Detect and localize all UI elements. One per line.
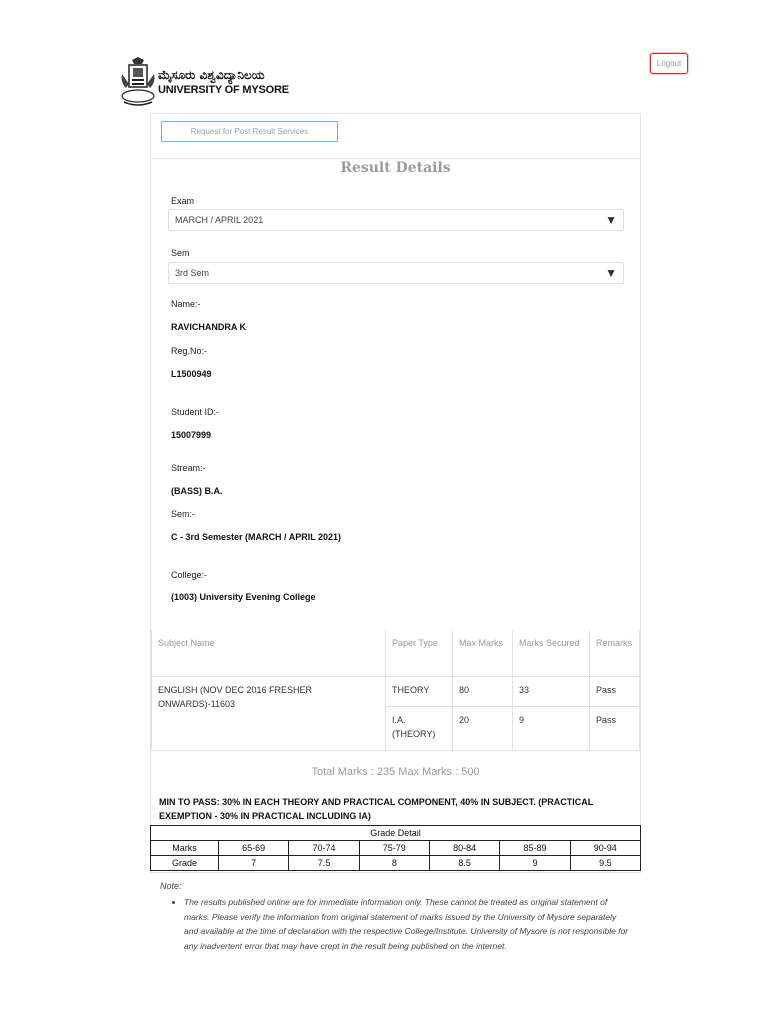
dropdown-arrow-icon: ▼ xyxy=(605,266,617,280)
grade-cell: 7.5 xyxy=(289,856,359,871)
stream-label: Stream:- xyxy=(171,463,206,473)
max-marks-cell: 80 xyxy=(453,676,513,706)
grade-cell: 9.5 xyxy=(570,856,640,871)
note-list xyxy=(172,895,632,953)
remarks-cell: Pass xyxy=(590,676,640,706)
marks-secured-cell: 33 xyxy=(513,676,590,706)
regno-label: Reg.No:- xyxy=(171,346,208,356)
student-college: (1003) University Evening College xyxy=(171,592,316,602)
grade-cell: 8.5 xyxy=(429,856,499,871)
grade-marks-row xyxy=(151,841,641,856)
marks-range-cell: 80-84 xyxy=(429,841,499,856)
marks-range-cell: 70-74 xyxy=(289,841,359,856)
student-semester: C - 3rd Semester (MARCH / APRIL 2021) xyxy=(171,532,342,542)
subject-name-cell: ENGLISH (NOV DEC 2016 FRESHER ONWARDS)-11603 xyxy=(152,676,386,750)
grade-cell: 7 xyxy=(219,856,289,871)
request-post-result-services-button[interactable]: Request for Post Result Services xyxy=(161,121,338,142)
column-header: Max Marks xyxy=(453,630,513,676)
sem-select-value: 3rd Sem xyxy=(175,268,210,278)
column-header: Remarks xyxy=(590,630,640,676)
paper-type-cell: I.A. (THEORY) xyxy=(386,706,453,750)
logo-kannada-text: ಮೈಸೂರು ವಿಶ್ವವಿದ್ಯಾನಿಲಯ xyxy=(158,68,265,82)
subjects-table xyxy=(151,630,640,751)
grade-values-row xyxy=(151,856,641,871)
max-marks-cell: 20 xyxy=(453,706,513,750)
column-header: Marks Secured xyxy=(513,630,590,676)
grade-table-title: Grade Detail xyxy=(151,826,641,841)
total-marks: Total Marks : 235 Max Marks : 500 xyxy=(311,766,480,778)
column-header: Paper Type xyxy=(386,630,453,676)
sem-label: Sem xyxy=(171,248,190,258)
grade-row-label: Grade xyxy=(151,856,219,871)
exam-label: Exam xyxy=(171,196,195,206)
note-heading: Note: xyxy=(160,881,182,891)
grade-cell: 8 xyxy=(359,856,429,871)
student-regno: L1500949 xyxy=(171,369,212,379)
marks-range-cell: 90-94 xyxy=(570,841,640,856)
university-logo xyxy=(118,56,289,108)
marks-range-cell: 75-79 xyxy=(359,841,429,856)
card-toolbar xyxy=(151,114,640,159)
university-seal-icon xyxy=(118,56,158,108)
dropdown-arrow-icon: ▼ xyxy=(605,213,617,227)
grade-detail-table xyxy=(150,825,641,871)
marks-secured-cell: 9 xyxy=(513,706,590,750)
student-name: RAVICHANDRA K xyxy=(171,322,246,332)
logout-button[interactable]: Logout xyxy=(650,53,688,74)
semester-label: Sem:- xyxy=(171,509,196,519)
result-card xyxy=(150,113,641,873)
college-label: College:- xyxy=(171,570,208,580)
sem-select[interactable] xyxy=(168,262,624,284)
marks-range-cell: 65-69 xyxy=(219,841,289,856)
grade-cell: 9 xyxy=(500,856,570,871)
table-row xyxy=(152,676,640,706)
table-header-row xyxy=(152,630,640,676)
name-label: Name:- xyxy=(171,299,201,309)
paper-type-cell: THEORY xyxy=(386,676,453,706)
exam-select[interactable] xyxy=(168,209,624,231)
logo-english-text: UNIVERSITY OF MYSORE xyxy=(158,84,289,96)
min-pass-criteria: MIN TO PASS: 30% IN EACH THEORY AND PRACTICAL COMPONENT, 40% IN SUBJECT. (PRACTICAL EXEMPTION - 30% IN PRACTICAL INCLUDING IA) xyxy=(159,797,594,821)
remarks-cell: Pass xyxy=(590,706,640,750)
student-id: 15007999 xyxy=(171,430,212,440)
note-item: • The results published online are for immediate information only. These cannot be treated as original statement of marks. Please verify the information from original statement of marks issued by the University of Mysore separately and available at the time of declaration with the respective College/Institute. University of Mysore is not responsible for any inadvertent error that may have crept in the result being published on the internet. xyxy=(184,895,632,953)
page-title: Result Details xyxy=(340,160,451,176)
column-header: Subject Name xyxy=(152,630,386,676)
grade-title-row xyxy=(151,826,641,841)
marks-range-cell: 85-89 xyxy=(500,841,570,856)
student-id-label: Student ID:- xyxy=(171,407,220,417)
exam-select-value: MARCH / APRIL 2021 xyxy=(175,215,264,225)
student-stream: (BASS) B.A. xyxy=(171,486,223,496)
marks-row-label: Marks xyxy=(151,841,219,856)
